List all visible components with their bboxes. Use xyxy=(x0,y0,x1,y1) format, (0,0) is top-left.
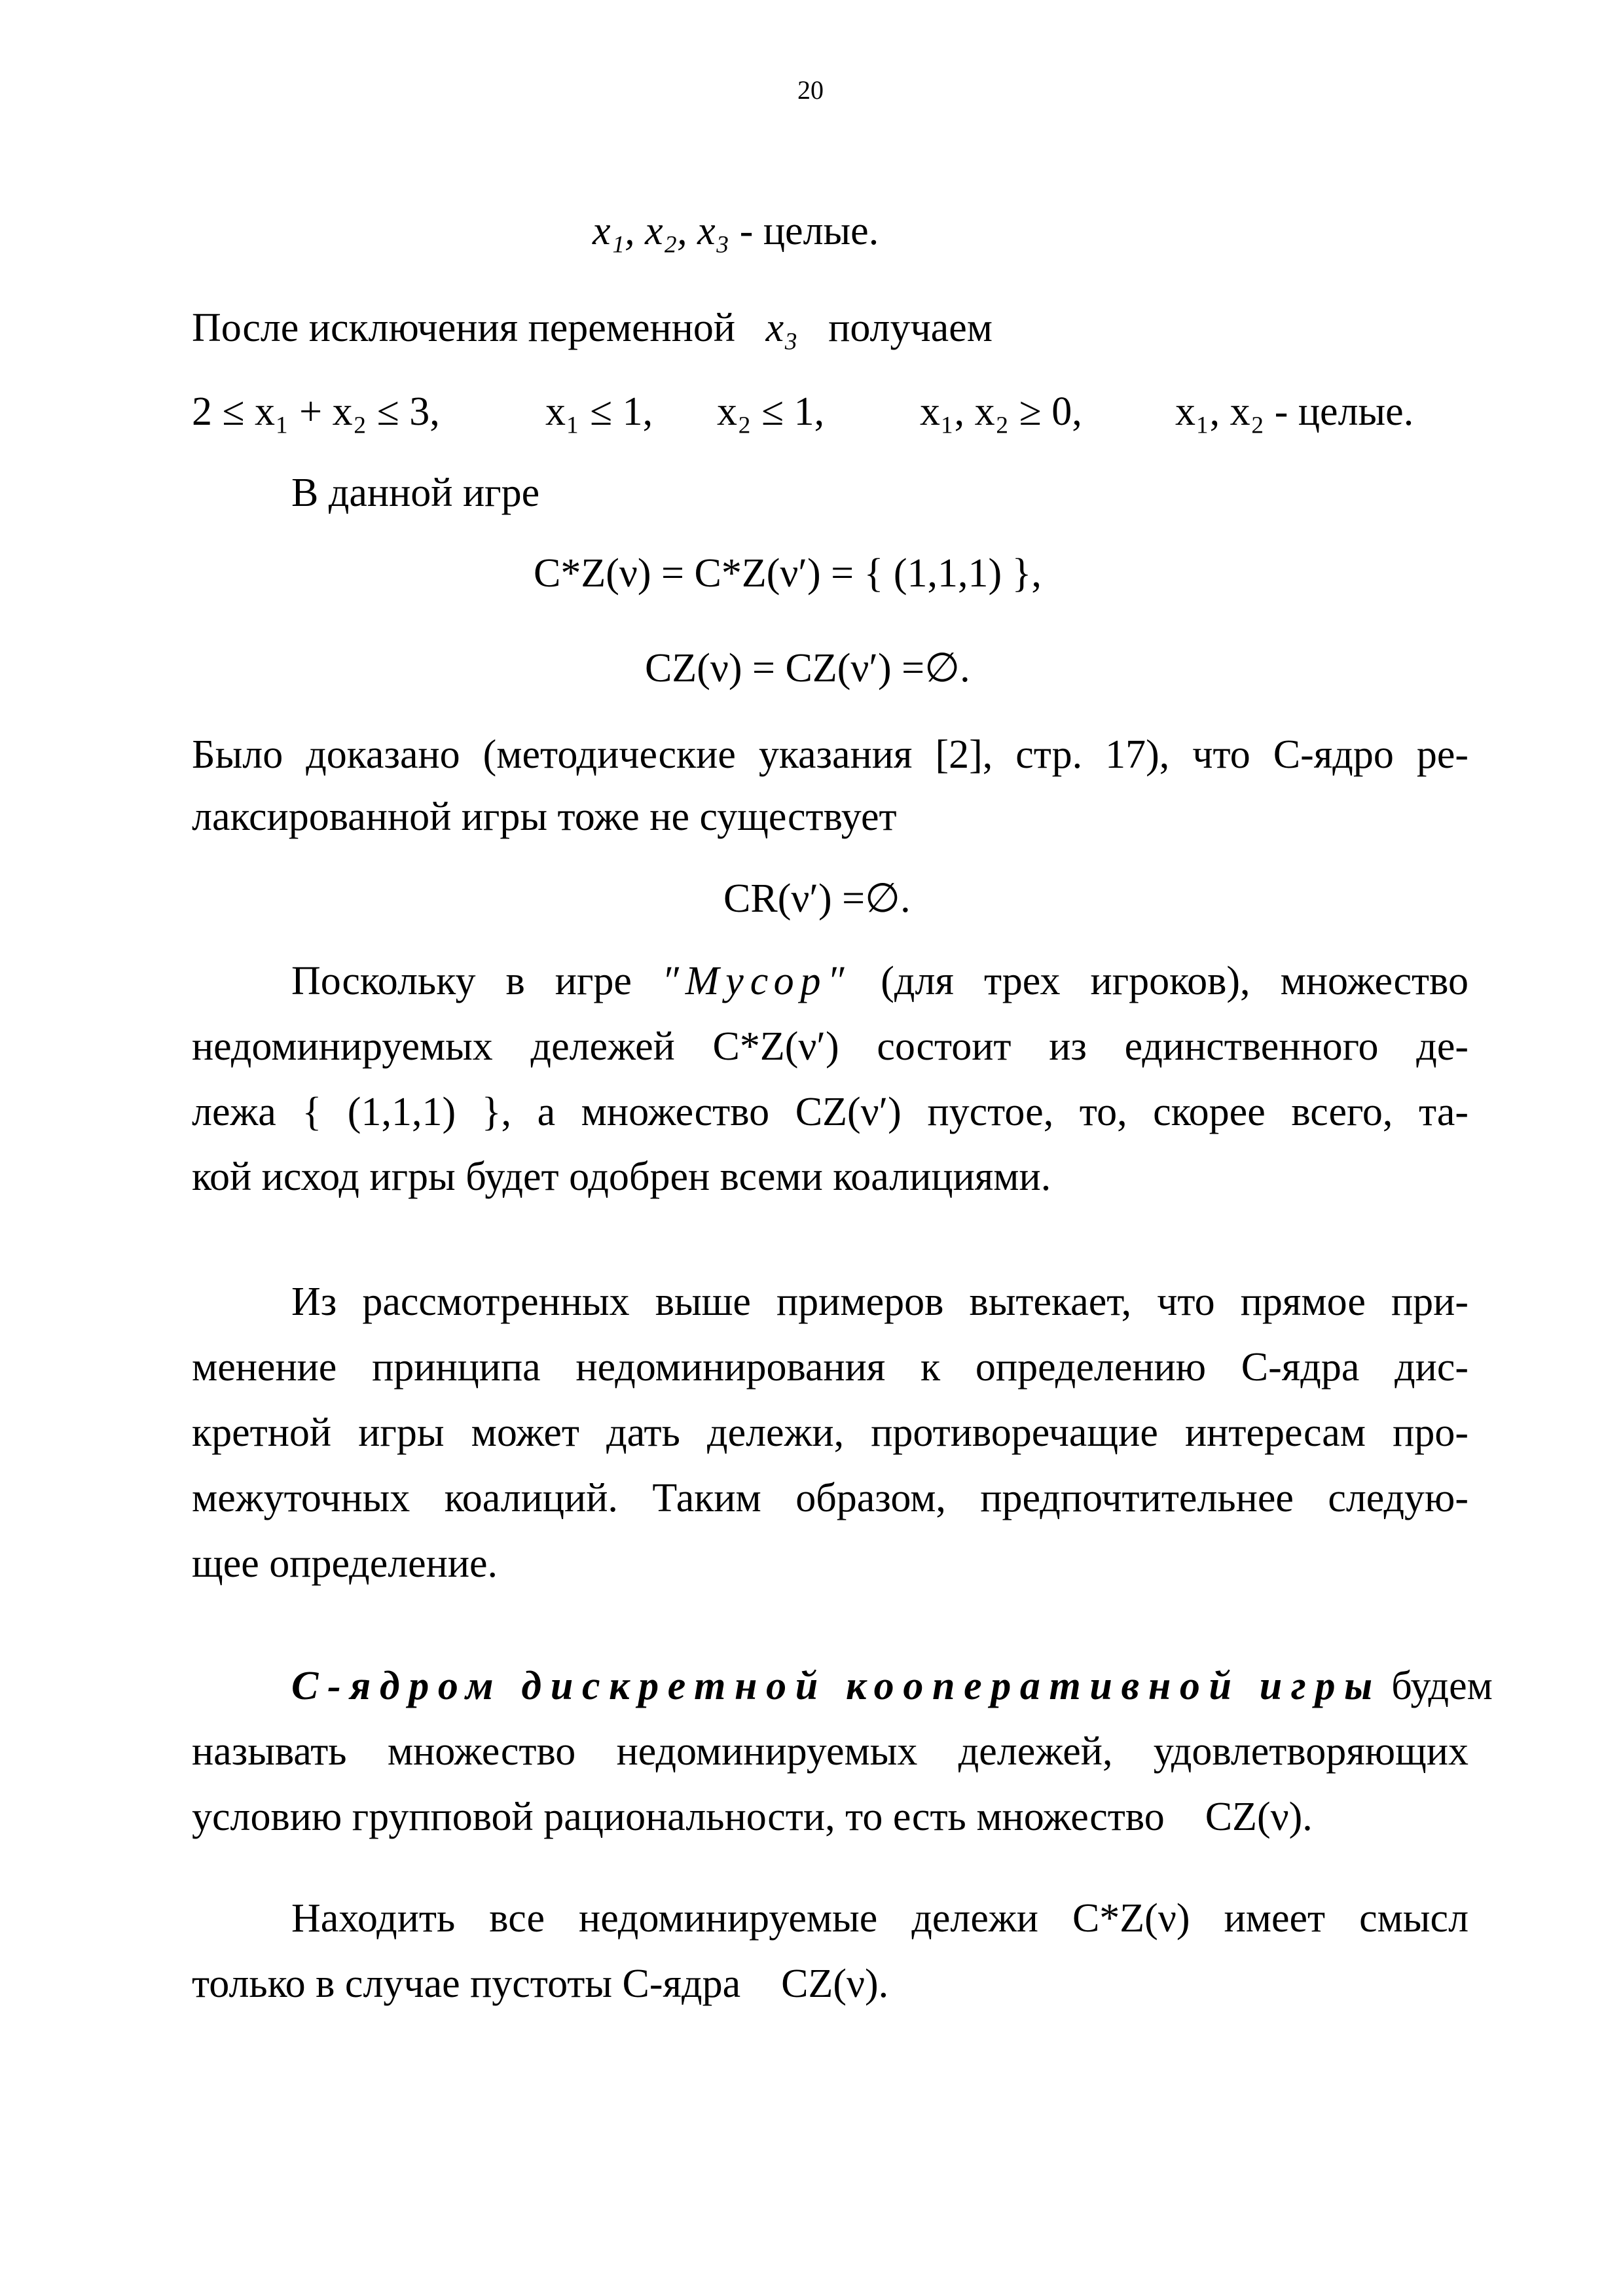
text-fragment: недоминируемых дележей xyxy=(192,1024,675,1069)
formula-inline: CZ(ν). xyxy=(781,1962,889,2006)
text-fragment: только в случае пустоты С-ядра xyxy=(192,1962,741,2006)
text-after-exclusion xyxy=(192,308,993,348)
formula-integers xyxy=(593,211,879,251)
paragraph-musor-line4: кой исход игры будет одобрен всеми коалициями. xyxy=(192,1155,1051,1199)
game-name: ″Мусор″ xyxy=(661,959,851,1003)
text-fragment: получаем xyxy=(828,306,993,350)
paragraph-proved-line1: Было доказано (методические указания [2], стр. 17), что С-ядро ре- xyxy=(192,732,1468,777)
closing-line1 xyxy=(291,1898,1468,1939)
formula-inline: C*Z(ν′) xyxy=(712,1024,839,1069)
text-fragment: а множество xyxy=(537,1090,770,1134)
definition-line3 xyxy=(192,1797,1313,1837)
formula-inline: CZ(ν). xyxy=(1205,1795,1313,1839)
paragraph-examples-line4: межуточных коалиций. Таким образом, предпочтительнее следую- xyxy=(192,1476,1468,1520)
text-fragment: состоит из единственного де- xyxy=(877,1024,1468,1069)
paragraph-examples-line5: щее определение. xyxy=(192,1541,498,1586)
text-fragment: Находить все недоминируемые дележи xyxy=(291,1896,1038,1941)
text-fragment: пустое, то, скорее всего, та- xyxy=(927,1090,1469,1134)
page-number: 20 xyxy=(797,75,824,105)
text-in-game: В данной игре xyxy=(291,471,540,515)
var-x3: x₃ xyxy=(765,306,798,350)
definition-line2: называть множество недоминируемых дележей, удовлетворяющих xyxy=(192,1729,1468,1774)
paragraph-examples-line3: кретной игры может дать дележи, противоречащие интересам про- xyxy=(192,1410,1468,1455)
formula-inline: { (1,1,1) }, xyxy=(302,1090,511,1134)
definition-term: С-ядром дискретной кооперативной игры xyxy=(291,1664,1381,1708)
vars-list: x₁, x₂, x₃ xyxy=(593,209,730,253)
constraint-d: x₁, x₂ ≥ 0, xyxy=(920,389,1082,434)
closing-line2 xyxy=(192,1964,888,2004)
formula-cz-empty: CZ(ν) = CZ(ν′) =∅. xyxy=(645,646,970,691)
paragraph-proved-line2: лаксированной игры тоже не существует xyxy=(192,795,897,839)
text-fragment: будем xyxy=(1391,1664,1493,1708)
paragraph-musor-line1 xyxy=(291,961,1468,1001)
definition-line1 xyxy=(291,1664,1493,1708)
paragraph-examples-line1: Из рассмотренных выше примеров вытекает, что прямое при- xyxy=(291,1280,1468,1324)
constraint-c: x₂ ≤ 1, xyxy=(717,389,825,434)
text-fragment: Поскольку в игре xyxy=(291,959,632,1003)
constraint-b: x₁ ≤ 1, xyxy=(545,389,653,434)
text-fragment: После исключения переменной xyxy=(192,306,736,350)
paragraph-musor-line3 xyxy=(192,1092,1468,1132)
paragraph-musor-line2 xyxy=(192,1026,1468,1067)
constraint-a: 2 ≤ x₁ + x₂ ≤ 3, xyxy=(192,389,440,434)
constraint-e: x₁, x₂ - целые. xyxy=(1175,389,1414,434)
text-fragment: условию групповой рациональности, то есть множество xyxy=(192,1795,1165,1839)
text-fragment: (для трех игроков), множество xyxy=(881,959,1469,1003)
formula-cr-empty: CR(ν′) =∅. xyxy=(723,876,911,921)
text-fragment: лежа xyxy=(192,1090,276,1134)
formula-inline: CZ(ν′) xyxy=(795,1090,902,1134)
text-fragment: имеет смысл xyxy=(1224,1896,1469,1941)
paragraph-examples-line2: менение принципа недоминирования к определению С-ядра дис- xyxy=(192,1345,1468,1390)
formula-inline: C*Z(ν) xyxy=(1072,1896,1190,1941)
formula-cstar: C*Z(ν) = C*Z(ν′) = { (1,1,1) }, xyxy=(534,551,1042,596)
integers-label: - целые. xyxy=(739,209,879,253)
